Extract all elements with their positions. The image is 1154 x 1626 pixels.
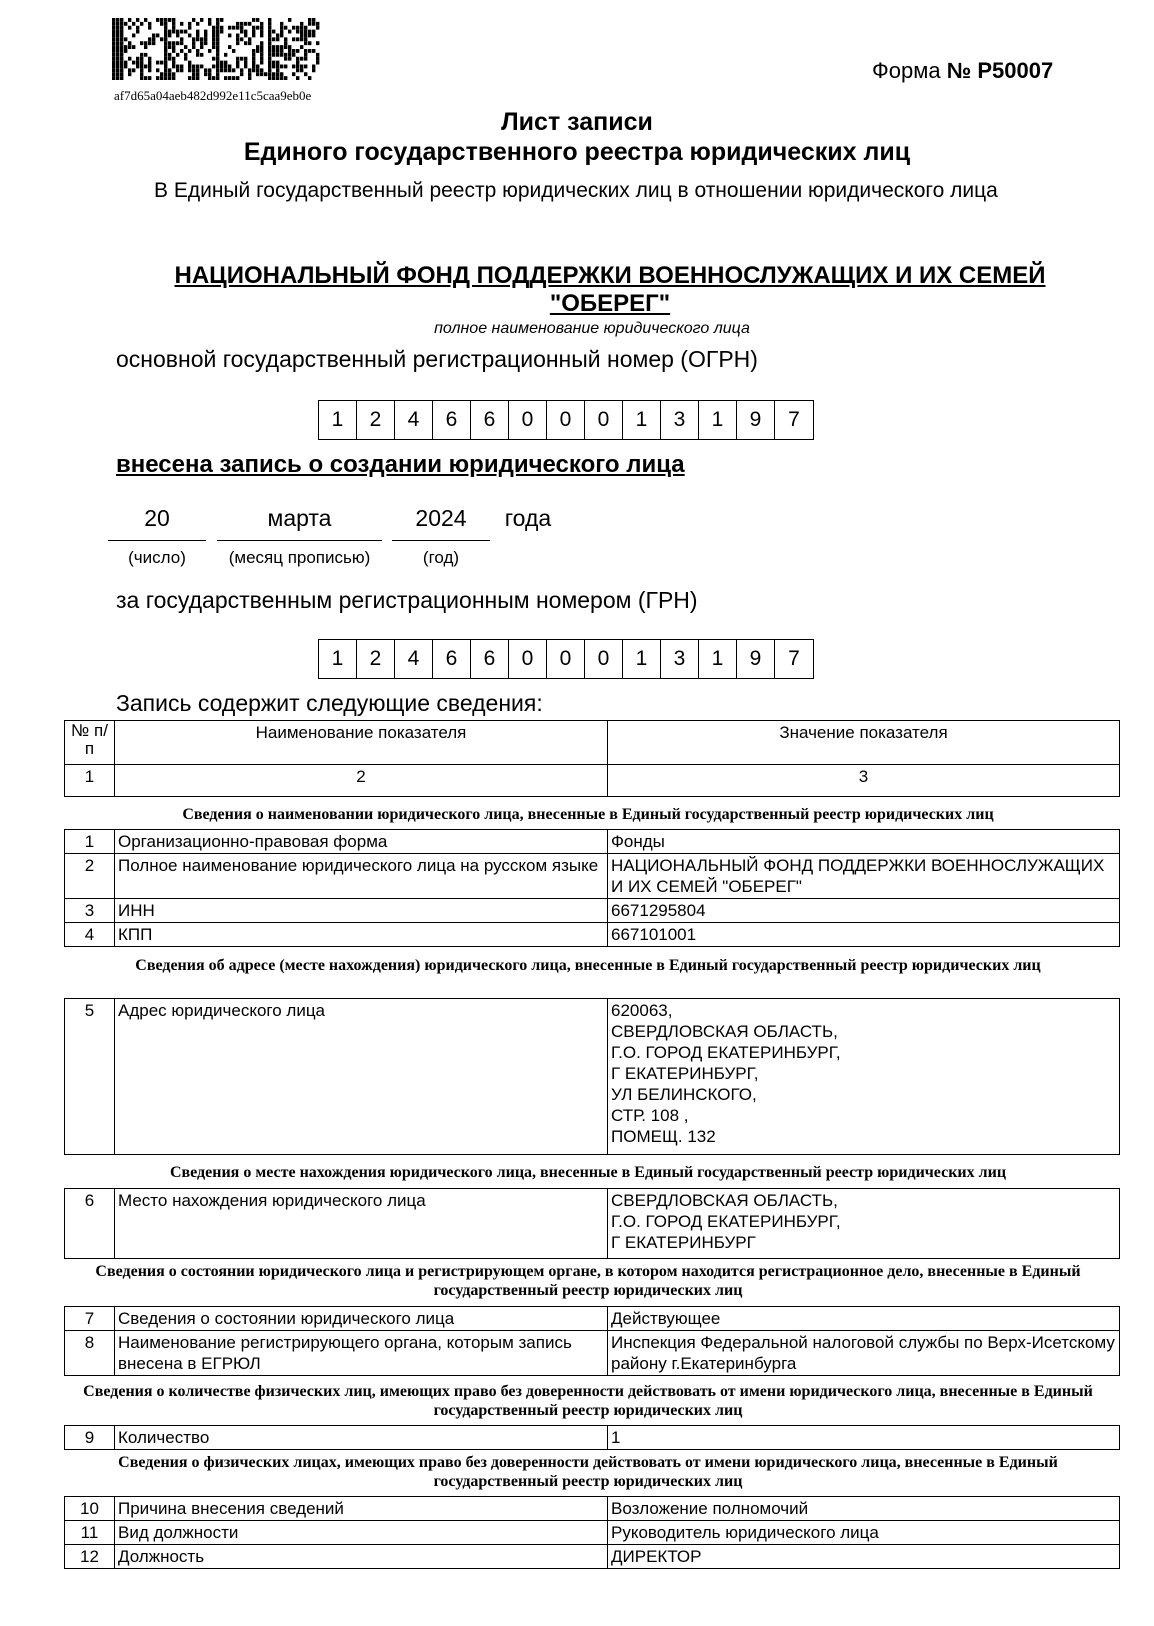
barcode-image	[112, 18, 320, 80]
row-name: Количество	[115, 1426, 608, 1450]
intro-text: В Единый государственный реестр юридических лиц в отношении юридического лица	[154, 179, 998, 202]
digit-cell: 1	[699, 640, 737, 678]
header-no: № п/п	[65, 721, 115, 765]
row-no: 7	[65, 1307, 115, 1331]
date-month-line	[217, 540, 382, 541]
digit-cell: 0	[585, 640, 623, 678]
row-value: Действующее	[608, 1307, 1120, 1331]
row-no: 5	[65, 999, 115, 1155]
row-value: НАЦИОНАЛЬНЫЙ ФОНД ПОДДЕРЖКИ ВОЕННОСЛУЖАЩИХ И ИХ СЕМЕЙ "ОБЕРЕГ"	[608, 854, 1120, 899]
row-no: 8	[65, 1331, 115, 1376]
row-no: 2	[65, 854, 115, 899]
digit-cell: 2	[357, 401, 395, 439]
section-title: Сведения о месте нахождения юридического лица, внесенные в Единый государственный реестр юридических лиц	[169, 1164, 1007, 1181]
row-no: 9	[65, 1426, 115, 1450]
digit-cell: 3	[661, 401, 699, 439]
date-day-line	[108, 540, 206, 541]
digit-cell: 4	[395, 401, 433, 439]
digit-cell: 6	[433, 640, 471, 678]
section-title: Сведения о физических лицах, имеющих право без доверенности действовать от имени юридического лица, внесенные в Единый государственный реестр юридических лиц	[118, 1454, 1058, 1490]
org-name-caption: полное наименование юридического лица	[434, 320, 750, 337]
date-month: марта	[267, 505, 332, 531]
row-no: 1	[65, 830, 115, 854]
digit-cell: 0	[509, 401, 547, 439]
row-name: Адрес юридического лица	[115, 999, 608, 1155]
barcode-hash: af7d65a04aeb482d992e11c5caa9eb0e	[114, 88, 312, 103]
row-value: 6671295804	[608, 899, 1120, 923]
digit-cell: 4	[395, 640, 433, 678]
row-value: ДИРЕКТОР	[608, 1545, 1120, 1569]
section-table-location	[64, 1188, 1120, 1259]
doc-subtitle: Единого государственного реестра юридических лиц	[243, 138, 911, 166]
row-value: Инспекция Федеральной налоговой службы по Верх-Исетскому району г.Екатеринбурга	[608, 1331, 1120, 1376]
section-table-name	[64, 829, 1120, 947]
date-day-caption: (число)	[128, 548, 186, 567]
contains-label: Запись содержит следующие сведения:	[116, 690, 543, 716]
grn-label: за государственным регистрационным номером (ГРН)	[116, 587, 698, 613]
row-value: СВЕРДЛОВСКАЯ ОБЛАСТЬ, Г.О. ГОРОД ЕКАТЕРИНБУРГ, Г ЕКАТЕРИНБУРГ	[608, 1189, 1120, 1259]
row-name: Должность	[115, 1545, 608, 1569]
form-prefix: Форма	[872, 58, 941, 83]
section-title: Сведения о наименовании юридического лица, внесенные в Единый государственный реестр юридических лиц	[182, 806, 994, 823]
digit-cell: 6	[433, 401, 471, 439]
row-value: Возложение полномочий	[608, 1497, 1120, 1521]
header-value: Значение показателя	[608, 721, 1120, 765]
digit-cell: 3	[661, 640, 699, 678]
digit-cell: 7	[788, 647, 800, 670]
row-no: 6	[65, 1189, 115, 1259]
digit-cell: 6	[471, 640, 509, 678]
grn-digit-boxes	[318, 639, 814, 679]
row-value: 1	[608, 1426, 1120, 1450]
date-year-line	[392, 540, 490, 541]
doc-title: Лист записи	[501, 108, 653, 136]
header-name: Наименование показателя	[115, 721, 608, 765]
date-month-caption: (месяц прописью)	[228, 548, 371, 567]
row-no: 11	[65, 1521, 115, 1545]
row-no: 12	[65, 1545, 115, 1569]
section-table-state	[64, 1306, 1120, 1376]
digit-cell: 6	[471, 401, 509, 439]
record-title: внесена запись о создании юридического лица	[116, 451, 685, 478]
digit-cell: 9	[737, 401, 775, 439]
row-name: Вид должности	[115, 1521, 608, 1545]
section-table-count	[64, 1425, 1120, 1450]
org-full-name: НАЦИОНАЛЬНЫЙ ФОНД ПОДДЕРЖКИ ВОЕННОСЛУЖАЩИХ И ИХ СЕМЕЙ "ОБЕРЕГ"	[174, 262, 1046, 317]
date-day: 20	[144, 505, 170, 531]
row-name: Причина внесения сведений	[115, 1497, 608, 1521]
row-name: КПП	[115, 923, 608, 947]
form-number	[872, 58, 1053, 84]
section-title: Сведения о количестве физических лиц, имеющих право без доверенности действовать от имени юридического лица, внесенные в Единый государственный реестр юридических лиц	[83, 1383, 1093, 1419]
date-suffix: года	[504, 505, 552, 531]
digit-cell: 0	[547, 640, 585, 678]
digit-cell: 1	[319, 401, 357, 439]
section-title: Сведения об адресе (месте нахождения) юридического лица, внесенные в Единый государственный реестр юридических лиц	[135, 957, 1041, 974]
section-table-persons	[64, 1496, 1120, 1569]
row-no: 10	[65, 1497, 115, 1521]
ogrn-label: основной государственный регистрационный номер (ОГРН)	[116, 346, 758, 372]
digit-cell: 9	[737, 640, 775, 678]
row-value: Фонды	[608, 830, 1120, 854]
digit-cell: 1	[623, 401, 661, 439]
row-value: 620063, СВЕРДЛОВСКАЯ ОБЛАСТЬ, Г.О. ГОРОД ЕКАТЕРИНБУРГ, Г ЕКАТЕРИНБУРГ, УЛ БЕЛИНСКОГО, СТР. 108 , ПОМЕЩ. 132	[608, 999, 1120, 1155]
digit-cell: 0	[509, 640, 547, 678]
table-header	[64, 720, 1120, 797]
section-title: Сведения о состоянии юридического лица и регистрирующем органе, в котором находится регистрационное дело, внесенные в Единый государственный реестр юридических лиц	[95, 1263, 1081, 1299]
digit-cell: 7	[788, 408, 800, 431]
header-col-3: 3	[608, 765, 1120, 797]
digit-cell: 1	[699, 401, 737, 439]
row-name: Сведения о состоянии юридического лица	[115, 1307, 608, 1331]
digit-cell: 1	[319, 640, 357, 678]
row-value: 667101001	[608, 923, 1120, 947]
row-value: Руководитель юридического лица	[608, 1521, 1120, 1545]
row-name: Наименование регистрирующего органа, которым запись внесена в ЕГРЮЛ	[115, 1331, 608, 1376]
row-name: ИНН	[115, 899, 608, 923]
row-name: Место нахождения юридического лица	[115, 1189, 608, 1259]
digit-cell: 0	[585, 401, 623, 439]
digit-cell: 2	[357, 640, 395, 678]
row-name: Полное наименование юридического лица на русском языке	[115, 854, 608, 899]
row-no: 4	[65, 923, 115, 947]
date-year-caption: (год)	[422, 548, 460, 567]
date-year: 2024	[415, 505, 467, 531]
row-name: Организационно-правовая форма	[115, 830, 608, 854]
section-table-address	[64, 998, 1120, 1155]
header-col-2: 2	[115, 765, 608, 797]
row-no: 3	[65, 899, 115, 923]
digit-cell: 0	[547, 401, 585, 439]
header-col-1: 1	[65, 765, 115, 797]
digit-cell: 1	[623, 640, 661, 678]
ogrn-digit-boxes	[318, 400, 814, 440]
form-code: № Р50007	[946, 58, 1054, 83]
